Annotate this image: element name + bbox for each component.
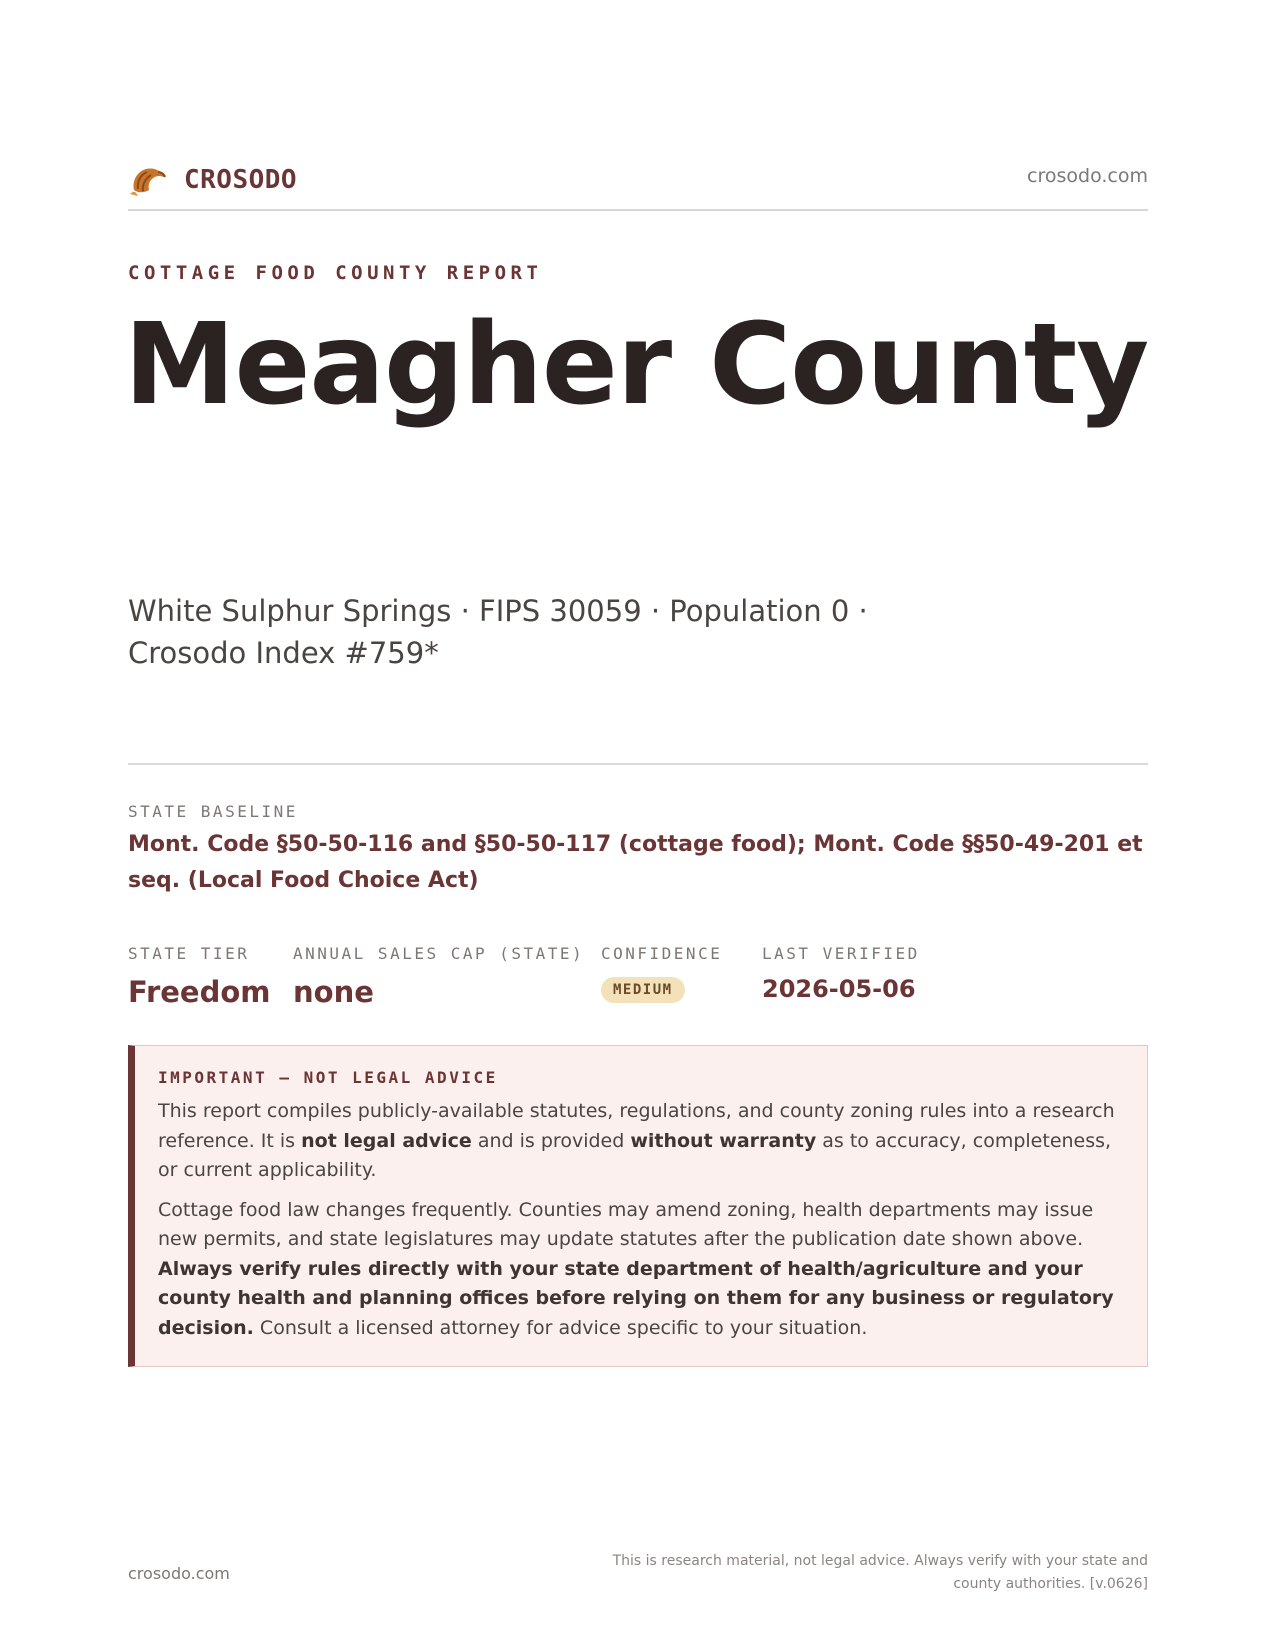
report-page [124, 0, 1149, 1650]
last-verified-value: 2026-05-06 [762, 975, 916, 1003]
last-verified-label: LAST VERIFIED [762, 944, 920, 963]
header-divider [128, 209, 1148, 211]
state-baseline-value: Mont. Code §50-50-116 and §50-50-117 (cottage food); Mont. Code §§50-49-201 et seq. (Local Food Choice Act) [128, 832, 1143, 893]
state-tier-label: STATE TIER [128, 944, 250, 963]
legal-notice [128, 1045, 1148, 1367]
croissant-icon [128, 160, 168, 200]
stat-confidence [601, 944, 722, 1003]
page-title: Meagher County [124, 300, 1149, 430]
section-divider [128, 763, 1148, 765]
state-baseline-label: STATE BASELINE [128, 802, 298, 821]
stat-state-tier [128, 944, 271, 1009]
notice-paragraph-2: Cottage food law changes frequently. Counties may amend zoning, health departments may issue new permits, and state legislatures may update statutes after the publication date shown above. Always verify rules directly with your state department of health/agriculture and your county health and planning offices before relying on them for any business or regulatory decision. Consult a licensed attorney for advice specific to your situation. [158, 1198, 1114, 1339]
sales-cap-value: none [293, 975, 374, 1009]
site-url[interactable]: crosodo.com [1027, 165, 1148, 187]
brand [128, 160, 297, 200]
confidence-badge: MEDIUM [601, 977, 685, 1003]
footer-disclaimer: This is research material, not legal advice. Always verify with your state and county authorities. [v.0626] [612, 1553, 1148, 1592]
state-tier-value: Freedom [128, 975, 271, 1009]
notice-paragraph-1: This report compiles publicly-available statutes, regulations, and county zoning rules into a research reference. It is not legal advice and is provided without warranty as to accuracy, completeness, or current applicability. [158, 1100, 1115, 1181]
footer-site-url[interactable]: crosodo.com [128, 1564, 230, 1583]
sales-cap-label: ANNUAL SALES CAP (STATE) [293, 944, 585, 963]
stat-last-verified [762, 944, 920, 1003]
stat-sales-cap [293, 944, 584, 1009]
notice-heading: IMPORTANT — NOT LEGAL ADVICE [158, 1068, 498, 1087]
report-type-eyebrow: COTTAGE FOOD COUNTY REPORT [128, 262, 543, 284]
county-subtitle: White Sulphur Springs · FIPS 30059 · Population 0 · Crosodo Index #759* [128, 594, 868, 670]
confidence-label: CONFIDENCE [601, 944, 723, 963]
brand-name: CROSODO [184, 165, 298, 195]
